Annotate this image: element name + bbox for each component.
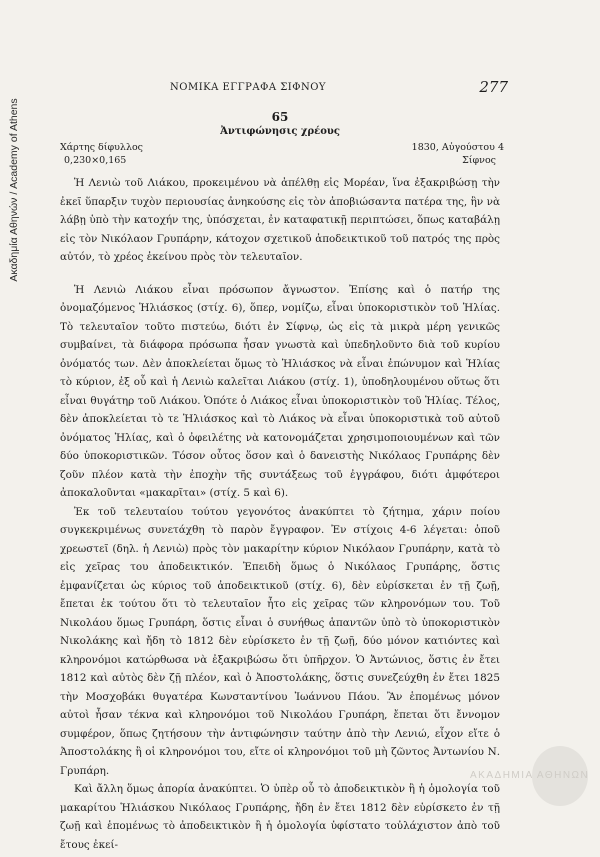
commentary-paragraph-3: Καὶ ἄλλη ὅμως ἀπορία ἀνακύπτει. Ὁ ὑπὲρ οὗ τὸ ἀποδεικτικὸν ἢ ἡ ὁμολογία τοῦ μακαρίτου Ἡλιάσκου Νικόλαος Γρυπάρης, ἤδη ἐν ἔτει 1812 δὲν εὑρίσκετο ἐν τῇ ζωῇ καὶ ἑπομένως τὸ ἀποδεικτικὸν ἢ ἡ ὁμολογία ὑφίστατο τοὐλάχιστον ἀπὸ τοῦ ἔτους ἐκεί- — [60, 783, 500, 851]
document-date-place — [412, 141, 504, 167]
academy-watermark — [470, 740, 588, 810]
book-page — [60, 78, 508, 854]
document-dimensions: 0,230×0,165 — [64, 155, 127, 166]
running-title: ΝΟΜΙΚΑ ΕΓΓΡΑΦΑ ΣΙΦΝΟΥ — [170, 82, 327, 93]
document-summary: Ἡ Λενιὼ τοῦ Λιάκου, προκειμένου νὰ ἀπέλθῃ εἰς Μορέαν, ἵνα ἐξακριβώσῃ τὴν ἐκεῖ ὕπαρξιν τυχὸν περιουσίας ἀνηκούσης εἰς τὸν ἀποβιώσαντα πατέρα της, ἣν νὰ λάβῃ ὑπὸ τὴν κατοχήν της, ὑπόσχεται, ἐν καταφατικῇ περιπτώσει, ὅπως καταβάλῃ εἰς τὸν Νικόλαον Γρυπάρην, κάτοχον σχετικοῦ ἀποδεικτικοῦ τοῦ πατρός της πρὸς αὐτόν, τὸ χρέος ἐκείνου πρὸς τὸν τελευταῖον. — [60, 177, 500, 263]
watermark-text: ΑΚΑΔΗΜΙΑ ΑΘΗΝΩΝ — [470, 770, 590, 781]
document-number: 65 — [271, 110, 289, 124]
page-number: 277 — [479, 78, 508, 96]
document-physical-description — [60, 141, 143, 167]
document-title: Ἀντιφώνησις χρέους — [220, 126, 340, 137]
commentary-section — [60, 281, 500, 855]
document-material: Χάρτης δίφυλλος — [60, 142, 144, 153]
archive-label-text: Ακαδημία Αθηνών / Academy of Athens — [8, 98, 20, 282]
document-metadata — [60, 141, 504, 169]
page-header — [60, 78, 508, 100]
document-place: Σίφνος — [462, 155, 496, 166]
archive-sidebar-label — [4, 20, 24, 360]
commentary-paragraph-1: Ἡ Λενιὼ Λιάκου εἶναι πρόσωπον ἄγνωστον. Ἐπίσης καὶ ὁ πατήρ της ὀνομαζόμενος Ἡλιάσκος (στίχ. 6), ὅπερ, νομίζω, εἶναι ὑποκοριστικὸν τοῦ Ἡλίας. Τὸ τελευταῖον τοῦτο πιστεύω, διότι ἐν Σίφνῳ, ὡς εἰς τὰ μικρὰ μέρη γενικῶς συμβαίνει, τὰ διάφορα πρόσωπα ἦσαν γνωστὰ καὶ ὑπεδηλοῦντο διὰ τοῦ κυρίου ὀνόματός των. Δὲν ἀποκλείεται ὅμως τὸ Ἡλιάσκος νὰ εἶναι ἐπώνυμον καὶ Ἡλίας τὸ κύριον, ἐξ οὗ καὶ ἡ Λενιὼ καλεῖται Λιάκου (στίχ. 1), ὑποδηλουμένου οὕτως ὅτι εἶναι θυγάτηρ τοῦ Λιάκου. Ὁπότε ὁ Λιάκος εἶναι ὑποκοριστικὸν τοῦ Ἡλίας. Τέλος, δὲν ἀποκλείεται τὸ τε Ἡλιάσκος καὶ τὸ Λιάκος νὰ εἶναι ὑποκοριστικὰ τοῦ αὐτοῦ ὀνόματος Ἡλίας, καὶ ὁ ὀφειλέτης νὰ κατονομάζεται χρησιμοποιουμένων καὶ τῶν δύο ὑποκοριστικῶν. Τόσον οὗτος ὅσον καὶ ὁ δανειστὴς Νικόλαος Γρυπάρης δὲν ζοῦν πλέον κατὰ τὴν ἐποχὴν τῆς συντάξεως τοῦ ἐγγράφου, διότι ἀμφότεροι ἀποκαλοῦνται «μακαρῖται» (στίχ. 5 καὶ 6). — [60, 283, 500, 499]
commentary-paragraph-2: Ἐκ τοῦ τελευταίου τούτου γεγονότος ἀνακύπτει τὸ ζήτημα, χάριν ποίου συγκεκριμένως συνετάχθη τὸ παρὸν ἔγγραφον. Ἐν στίχοις 4-6 λέγεται: ὁποῦ χρεωστεῖ (δηλ. ἡ Λενιὼ) πρὸς τὸν μακαρίτην κύριον Νικόλαον Γρυπάρην, κατὰ τὸ εἰς χεῖρας του ἀποδεικτικόν. Ἐπειδὴ ὅμως ὁ Νικόλαος Γρυπάρης, ὅστις ἐμφανίζεται ὡς κύριος τοῦ ἀποδεικτικοῦ (στίχ. 6), δὲν εὑρίσκεται ἐν τῇ ζωῇ, ἔπεται ἐκ τούτου ὅτι τὸ τελευταῖον ἦτο εἰς χεῖρας τῶν κληρονόμων του. Τοῦ Νικολάου ὅμως Γρυπάρη, ὅστις εἶναι ὁ συνήθως ἁπαντῶν ὑπὸ τὸ ὑποκοριστικὸν Νικολάκης καὶ ἤδη τὸ 1812 δὲν εὑρίσκετο ἐν τῇ ζωῇ, δύο μόνον κατιόντες καὶ κληρονόμοι κατώρθωσα νὰ ἐξακριβώσω ὅτι ὑπῆρχον. Ὁ Ἀντώνιος, ὅστις ἐν ἔτει 1812 καὶ αὐτὸς δὲν ζῇ πλέον, καὶ ὁ Ἀποστολάκης, ὅστις συνεζεύχθη ἐν ἔτει 1825 τὴν Μοσχοβάκι θυγατέρα Κωνσταντίνου Ἰωάννου Πάου. Ἂν ἑπομένως μόνον αὐτοὶ ἦσαν τέκνα καὶ κληρονόμοι τοῦ Νικολάου Γρυπάρη, ἔπεται ὅτι ἔννομον συμφέρον, ὅπως ζητήσουν τὴν ἀντιφώνησιν ταύτην ἀπὸ τὴν Λενιώ, εἶχον εἴτε ὁ Ἀποστολάκης ἢ οἱ κληρονόμοι του, εἴτε οἱ κληρονόμοι τοῦ μὴ ζῶντος Ἀντωνίου Ν. Γρυπάρη. — [60, 505, 500, 777]
document-date: 1830, Αὐγούστου 4 — [411, 142, 504, 153]
